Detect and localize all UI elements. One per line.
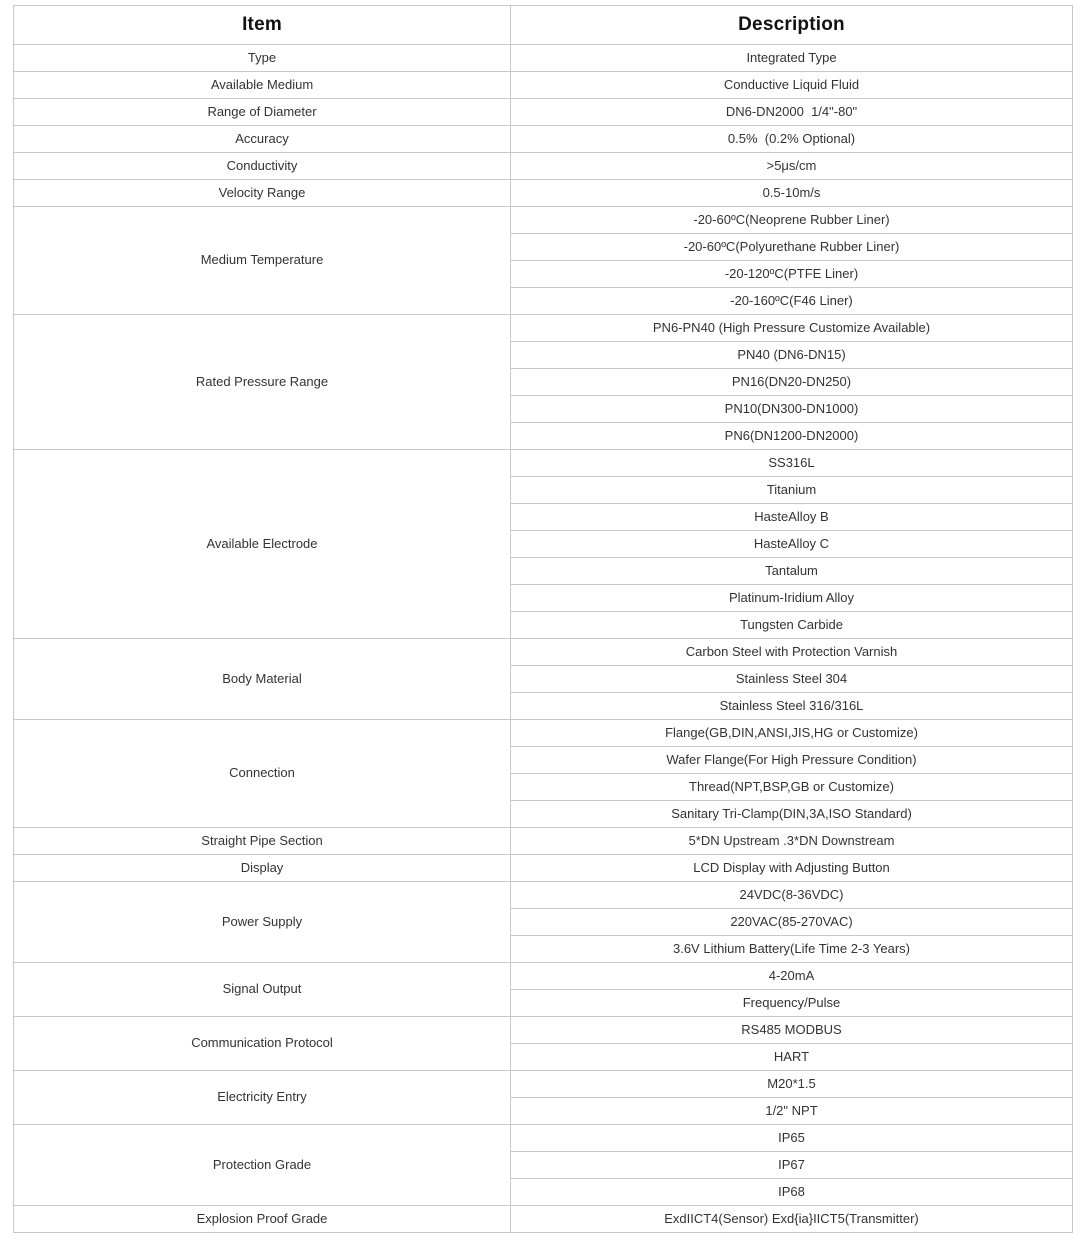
item-cell: Communication Protocol bbox=[14, 1017, 511, 1071]
description-cell: HasteAlloy B bbox=[511, 504, 1073, 531]
description-cell: Titanium bbox=[511, 477, 1073, 504]
description-cell: -20-60ºC(Neoprene Rubber Liner) bbox=[511, 207, 1073, 234]
description-cell: RS485 MODBUS bbox=[511, 1017, 1073, 1044]
item-cell: Power Supply bbox=[14, 882, 511, 963]
description-cell: Flange(GB,DIN,ANSI,JIS,HG or Customize) bbox=[511, 720, 1073, 747]
item-cell: Display bbox=[14, 855, 511, 882]
item-cell: Protection Grade bbox=[14, 1125, 511, 1206]
description-cell: 4-20mA bbox=[511, 963, 1073, 990]
description-cell: Thread(NPT,BSP,GB or Customize) bbox=[511, 774, 1073, 801]
description-cell: Sanitary Tri-Clamp(DIN,3A,ISO Standard) bbox=[511, 801, 1073, 828]
table-row bbox=[14, 99, 1073, 126]
table-row bbox=[14, 315, 1073, 342]
description-cell: IP68 bbox=[511, 1179, 1073, 1206]
description-cell: Carbon Steel with Protection Varnish bbox=[511, 639, 1073, 666]
description-cell: PN16(DN20-DN250) bbox=[511, 369, 1073, 396]
spec-table-body bbox=[14, 45, 1073, 1233]
table-row bbox=[14, 828, 1073, 855]
description-cell: -20-120ºC(PTFE Liner) bbox=[511, 261, 1073, 288]
item-cell: Connection bbox=[14, 720, 511, 828]
table-row bbox=[14, 1071, 1073, 1098]
description-cell: Stainless Steel 316/316L bbox=[511, 693, 1073, 720]
spec-table bbox=[13, 5, 1073, 1233]
description-cell: SS316L bbox=[511, 450, 1073, 477]
table-row bbox=[14, 45, 1073, 72]
description-cell: HART bbox=[511, 1044, 1073, 1071]
description-cell: 1/2" NPT bbox=[511, 1098, 1073, 1125]
description-cell: Integrated Type bbox=[511, 45, 1073, 72]
table-row bbox=[14, 180, 1073, 207]
description-cell: 0.5% (0.2% Optional) bbox=[511, 126, 1073, 153]
description-cell: -20-60ºC(Polyurethane Rubber Liner) bbox=[511, 234, 1073, 261]
item-cell: Medium Temperature bbox=[14, 207, 511, 315]
item-cell: Straight Pipe Section bbox=[14, 828, 511, 855]
description-cell: Wafer Flange(For High Pressure Condition) bbox=[511, 747, 1073, 774]
item-cell: Rated Pressure Range bbox=[14, 315, 511, 450]
description-cell: >5μs/cm bbox=[511, 153, 1073, 180]
table-row bbox=[14, 1017, 1073, 1044]
item-cell: Body Material bbox=[14, 639, 511, 720]
table-row bbox=[14, 450, 1073, 477]
description-cell: Frequency/Pulse bbox=[511, 990, 1073, 1017]
description-cell: Conductive Liquid Fluid bbox=[511, 72, 1073, 99]
description-cell: Platinum-Iridium Alloy bbox=[511, 585, 1073, 612]
description-cell: LCD Display with Adjusting Button bbox=[511, 855, 1073, 882]
item-cell: Electricity Entry bbox=[14, 1071, 511, 1125]
description-cell: IP67 bbox=[511, 1152, 1073, 1179]
description-cell: 0.5-10m/s bbox=[511, 180, 1073, 207]
table-row bbox=[14, 639, 1073, 666]
description-cell: DN6-DN2000 1/4"-80" bbox=[511, 99, 1073, 126]
table-row bbox=[14, 855, 1073, 882]
description-cell: Stainless Steel 304 bbox=[511, 666, 1073, 693]
table-row bbox=[14, 882, 1073, 909]
description-cell: PN40 (DN6-DN15) bbox=[511, 342, 1073, 369]
description-cell: 5*DN Upstream .3*DN Downstream bbox=[511, 828, 1073, 855]
description-cell: ExdIICT4(Sensor) Exd{ia}IICT5(Transmitter) bbox=[511, 1206, 1073, 1233]
item-cell: Available Medium bbox=[14, 72, 511, 99]
description-cell: HasteAlloy C bbox=[511, 531, 1073, 558]
description-column-header: Description bbox=[511, 6, 1073, 45]
table-row bbox=[14, 1206, 1073, 1233]
description-cell: IP65 bbox=[511, 1125, 1073, 1152]
table-row bbox=[14, 963, 1073, 990]
table-header-row bbox=[14, 6, 1073, 45]
description-cell: Tantalum bbox=[511, 558, 1073, 585]
item-cell: Range of Diameter bbox=[14, 99, 511, 126]
item-column-header: Item bbox=[14, 6, 511, 45]
table-row bbox=[14, 720, 1073, 747]
description-cell: PN6-PN40 (High Pressure Customize Available) bbox=[511, 315, 1073, 342]
table-row bbox=[14, 1125, 1073, 1152]
description-cell: -20-160ºC(F46 Liner) bbox=[511, 288, 1073, 315]
description-cell: 220VAC(85-270VAC) bbox=[511, 909, 1073, 936]
table-row bbox=[14, 72, 1073, 99]
description-cell: 3.6V Lithium Battery(Life Time 2-3 Years) bbox=[511, 936, 1073, 963]
description-cell: 24VDC(8-36VDC) bbox=[511, 882, 1073, 909]
table-row bbox=[14, 153, 1073, 180]
item-cell: Explosion Proof Grade bbox=[14, 1206, 511, 1233]
description-cell: PN6(DN1200-DN2000) bbox=[511, 423, 1073, 450]
item-cell: Signal Output bbox=[14, 963, 511, 1017]
description-cell: Tungsten Carbide bbox=[511, 612, 1073, 639]
item-cell: Accuracy bbox=[14, 126, 511, 153]
table-row bbox=[14, 207, 1073, 234]
item-cell: Type bbox=[14, 45, 511, 72]
table-row bbox=[14, 126, 1073, 153]
item-cell: Available Electrode bbox=[14, 450, 511, 639]
description-cell: M20*1.5 bbox=[511, 1071, 1073, 1098]
item-cell: Velocity Range bbox=[14, 180, 511, 207]
item-cell: Conductivity bbox=[14, 153, 511, 180]
description-cell: PN10(DN300-DN1000) bbox=[511, 396, 1073, 423]
